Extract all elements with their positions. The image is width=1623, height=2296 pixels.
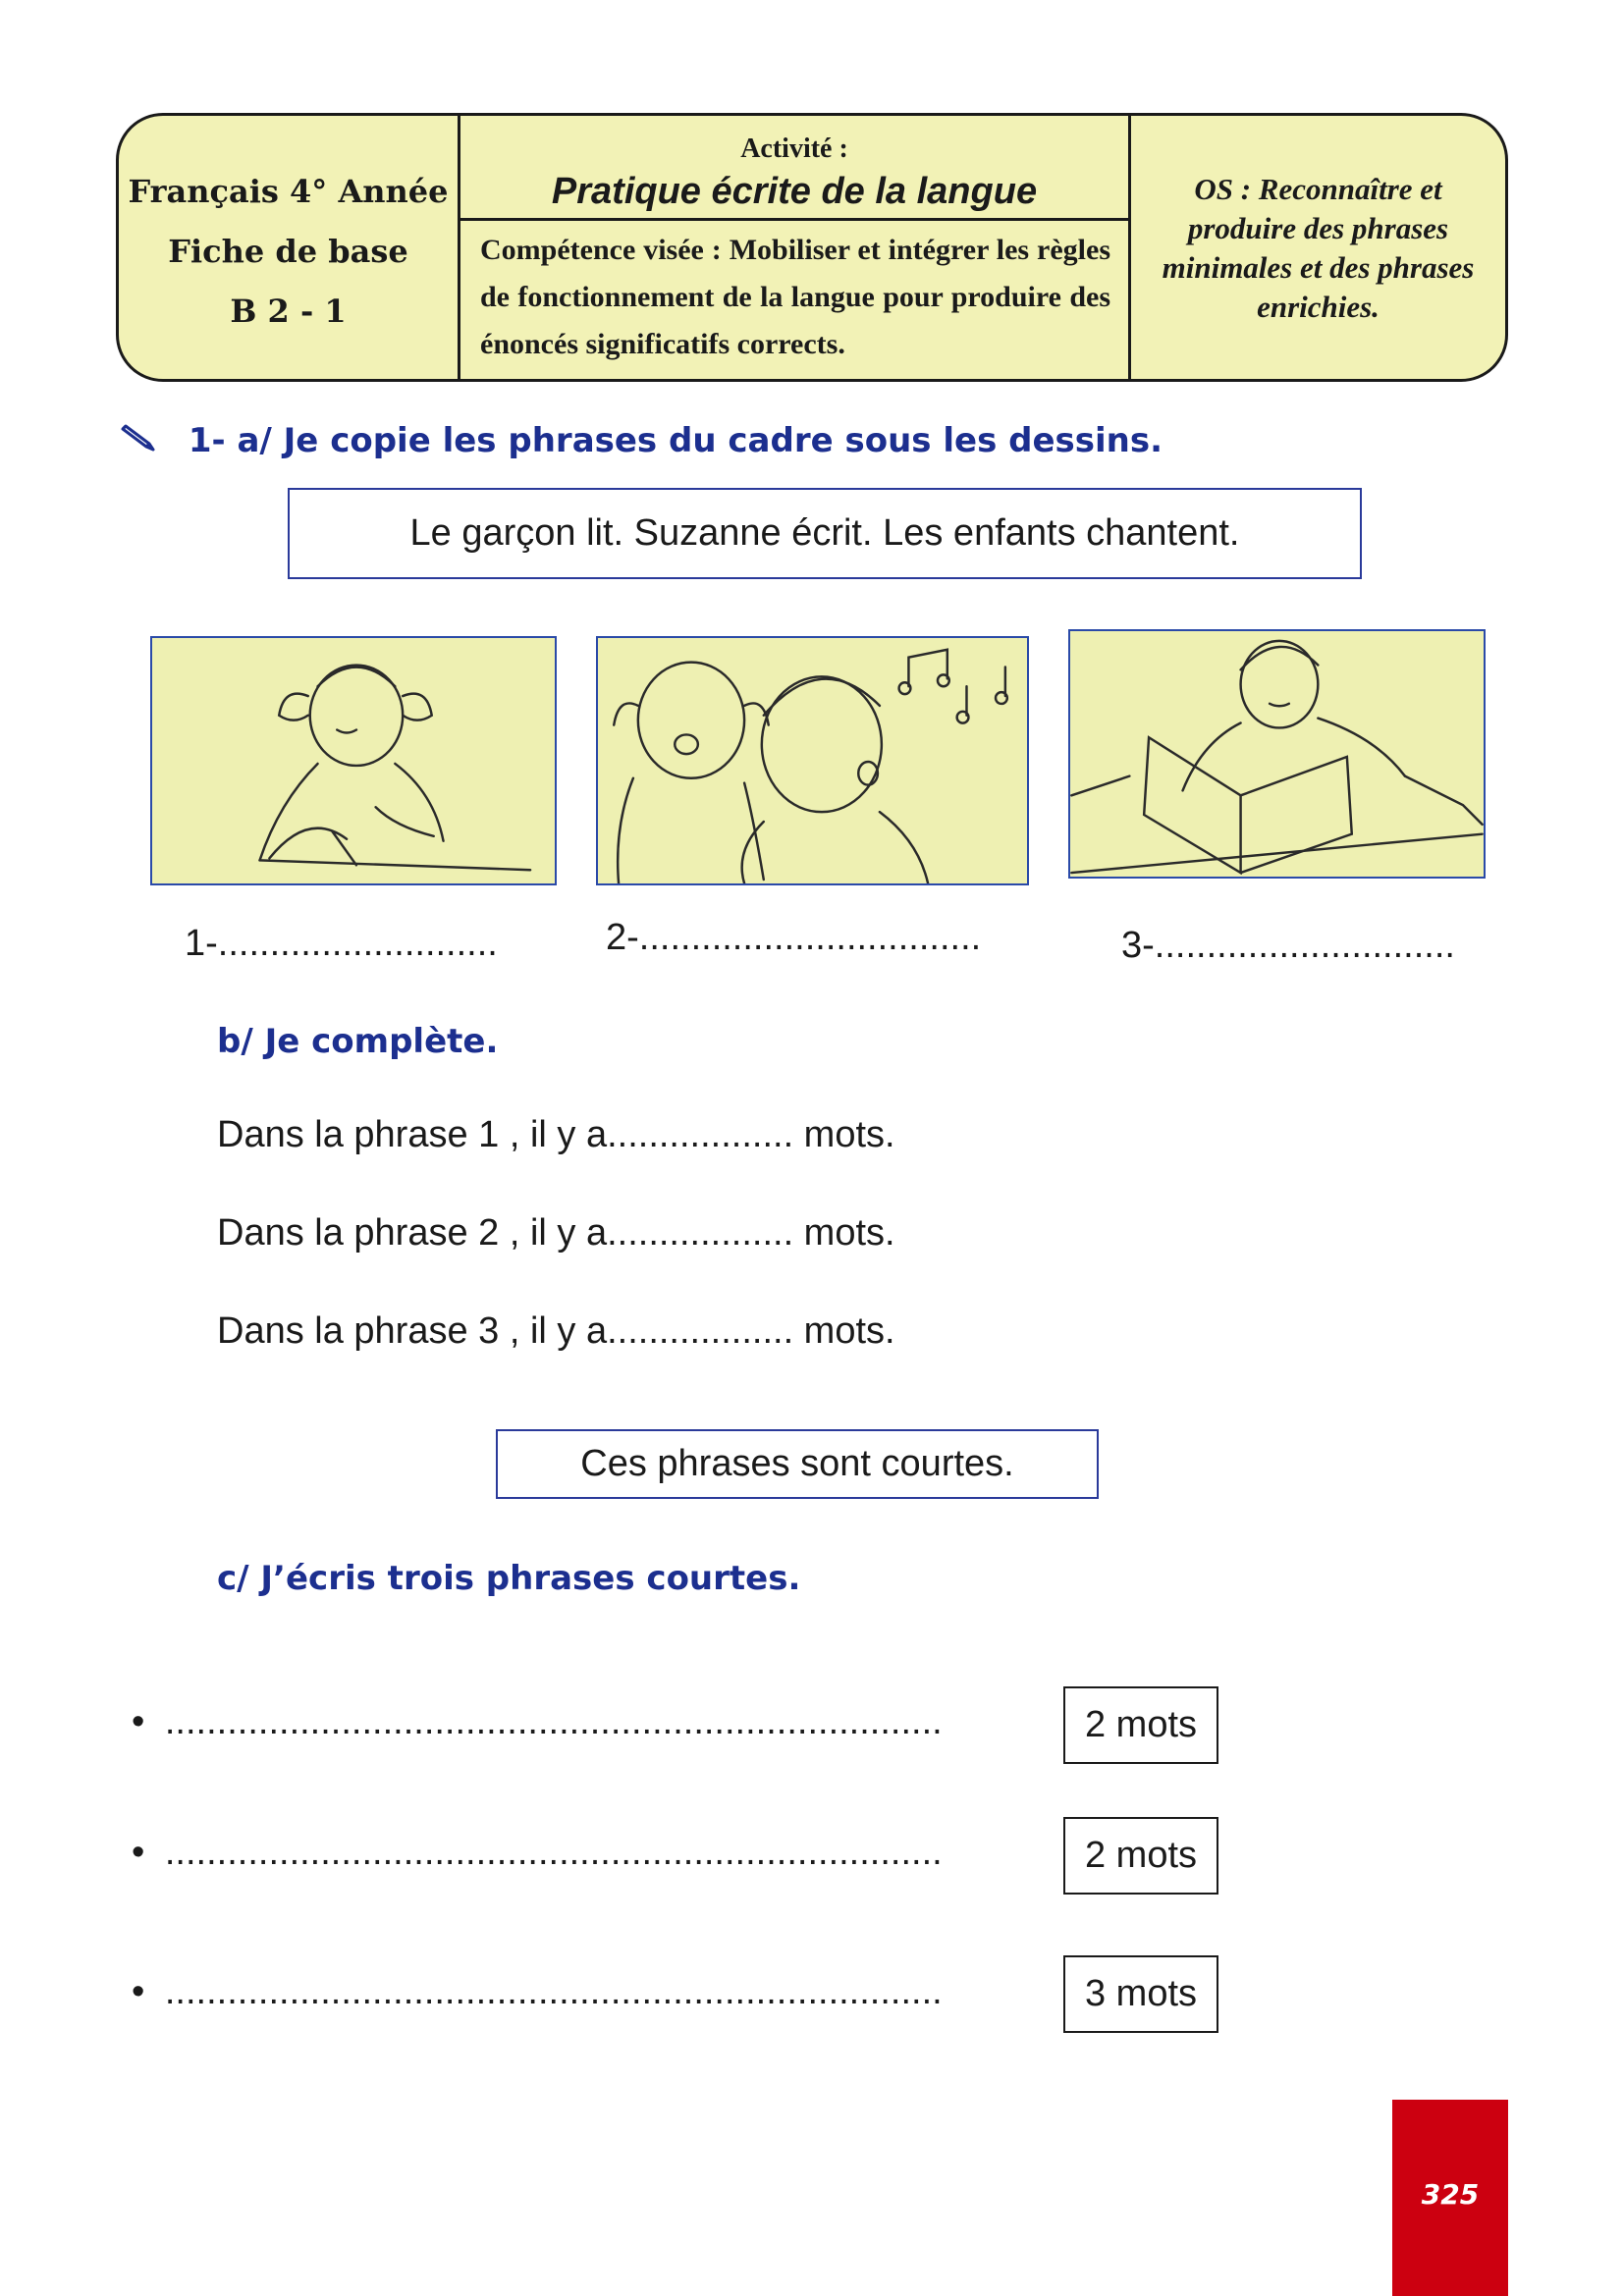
word-count-box-2 (1063, 1817, 1218, 1895)
answer-line-1[interactable]: 1-........................... (185, 923, 498, 964)
bullet-icon: • (132, 1832, 145, 1873)
girl-writing-sketch (152, 638, 555, 883)
word-count-box-1 (1063, 1686, 1218, 1764)
header-subject: Français 4° Année (128, 173, 449, 210)
boy-reading-sketch (1070, 631, 1484, 877)
answer-line-2[interactable]: 2-................................. (606, 917, 982, 958)
sentence-dots[interactable]: ........................................................................... (164, 1701, 943, 1742)
word-count-box-3 (1063, 1955, 1218, 2033)
sentence-row-1[interactable] (132, 1701, 943, 1743)
section-a-heading-text: 1- a/ Je copie les phrases du cadre sous les dessins. (188, 421, 1163, 460)
section-a-heading (120, 418, 1163, 460)
picture-boy-reading (1068, 629, 1486, 879)
header-objective-column (1131, 116, 1505, 379)
sentence-row-2[interactable] (132, 1832, 943, 1874)
picture-girl-writing (150, 636, 557, 885)
picture-children-singing (596, 636, 1029, 885)
page-number-tab (1392, 2100, 1508, 2296)
activity-title: Pratique écrite de la langue (551, 171, 1038, 212)
answer-line-3[interactable]: 3-............................. (1121, 925, 1455, 966)
summary-frame-text: Ces phrases sont courtes. (580, 1443, 1014, 1484)
word-count-label: 3 mots (1084, 1973, 1198, 2014)
count-line-2[interactable]: Dans la phrase 2 , il y a.................. mots. (217, 1212, 895, 1254)
page-number: 325 (1421, 2178, 1480, 2211)
pencil-icon (120, 418, 159, 460)
section-c-heading: c/ J’écris trois phrases courtes. (217, 1559, 801, 1598)
header-level-column (119, 116, 460, 379)
summary-frame (496, 1429, 1099, 1499)
activity-label: Activité : (740, 133, 848, 164)
sentence-dots[interactable]: ........................................................................... (164, 1971, 943, 2012)
sentence-frame (288, 488, 1362, 579)
header-box (116, 113, 1508, 382)
competence-text: Compétence visée : Mobiliser et intégrer les règles de fonctionnement de la langue pour produire des énoncés significatifs corrects. (480, 234, 1110, 360)
count-line-3[interactable]: Dans la phrase 3 , il y a.................. mots. (217, 1310, 895, 1352)
word-count-label: 2 mots (1084, 1835, 1198, 1876)
header-activity-column (460, 116, 1131, 379)
sentence-dots[interactable]: ........................................................................... (164, 1832, 943, 1873)
objective-text: OS : Reconnaître et produire des phrases minimales et des phrases enrichies. (1162, 172, 1475, 324)
bullet-icon: • (132, 1701, 145, 1742)
header-sheet-type: Fiche de base (168, 233, 408, 270)
section-b-heading: b/ Je complète. (217, 1022, 499, 1061)
word-count-label: 2 mots (1084, 1704, 1198, 1745)
header-sheet-code: B 2 - 1 (230, 293, 347, 330)
count-line-1[interactable]: Dans la phrase 1 , il y a.................. mots. (217, 1114, 895, 1155)
children-singing-sketch (598, 638, 1027, 883)
header-divider (460, 218, 1128, 221)
sentence-row-3[interactable] (132, 1971, 943, 2013)
sentence-frame-text: Le garçon lit. Suzanne écrit. Les enfants chantent. (409, 512, 1240, 554)
bullet-icon: • (132, 1971, 145, 2012)
